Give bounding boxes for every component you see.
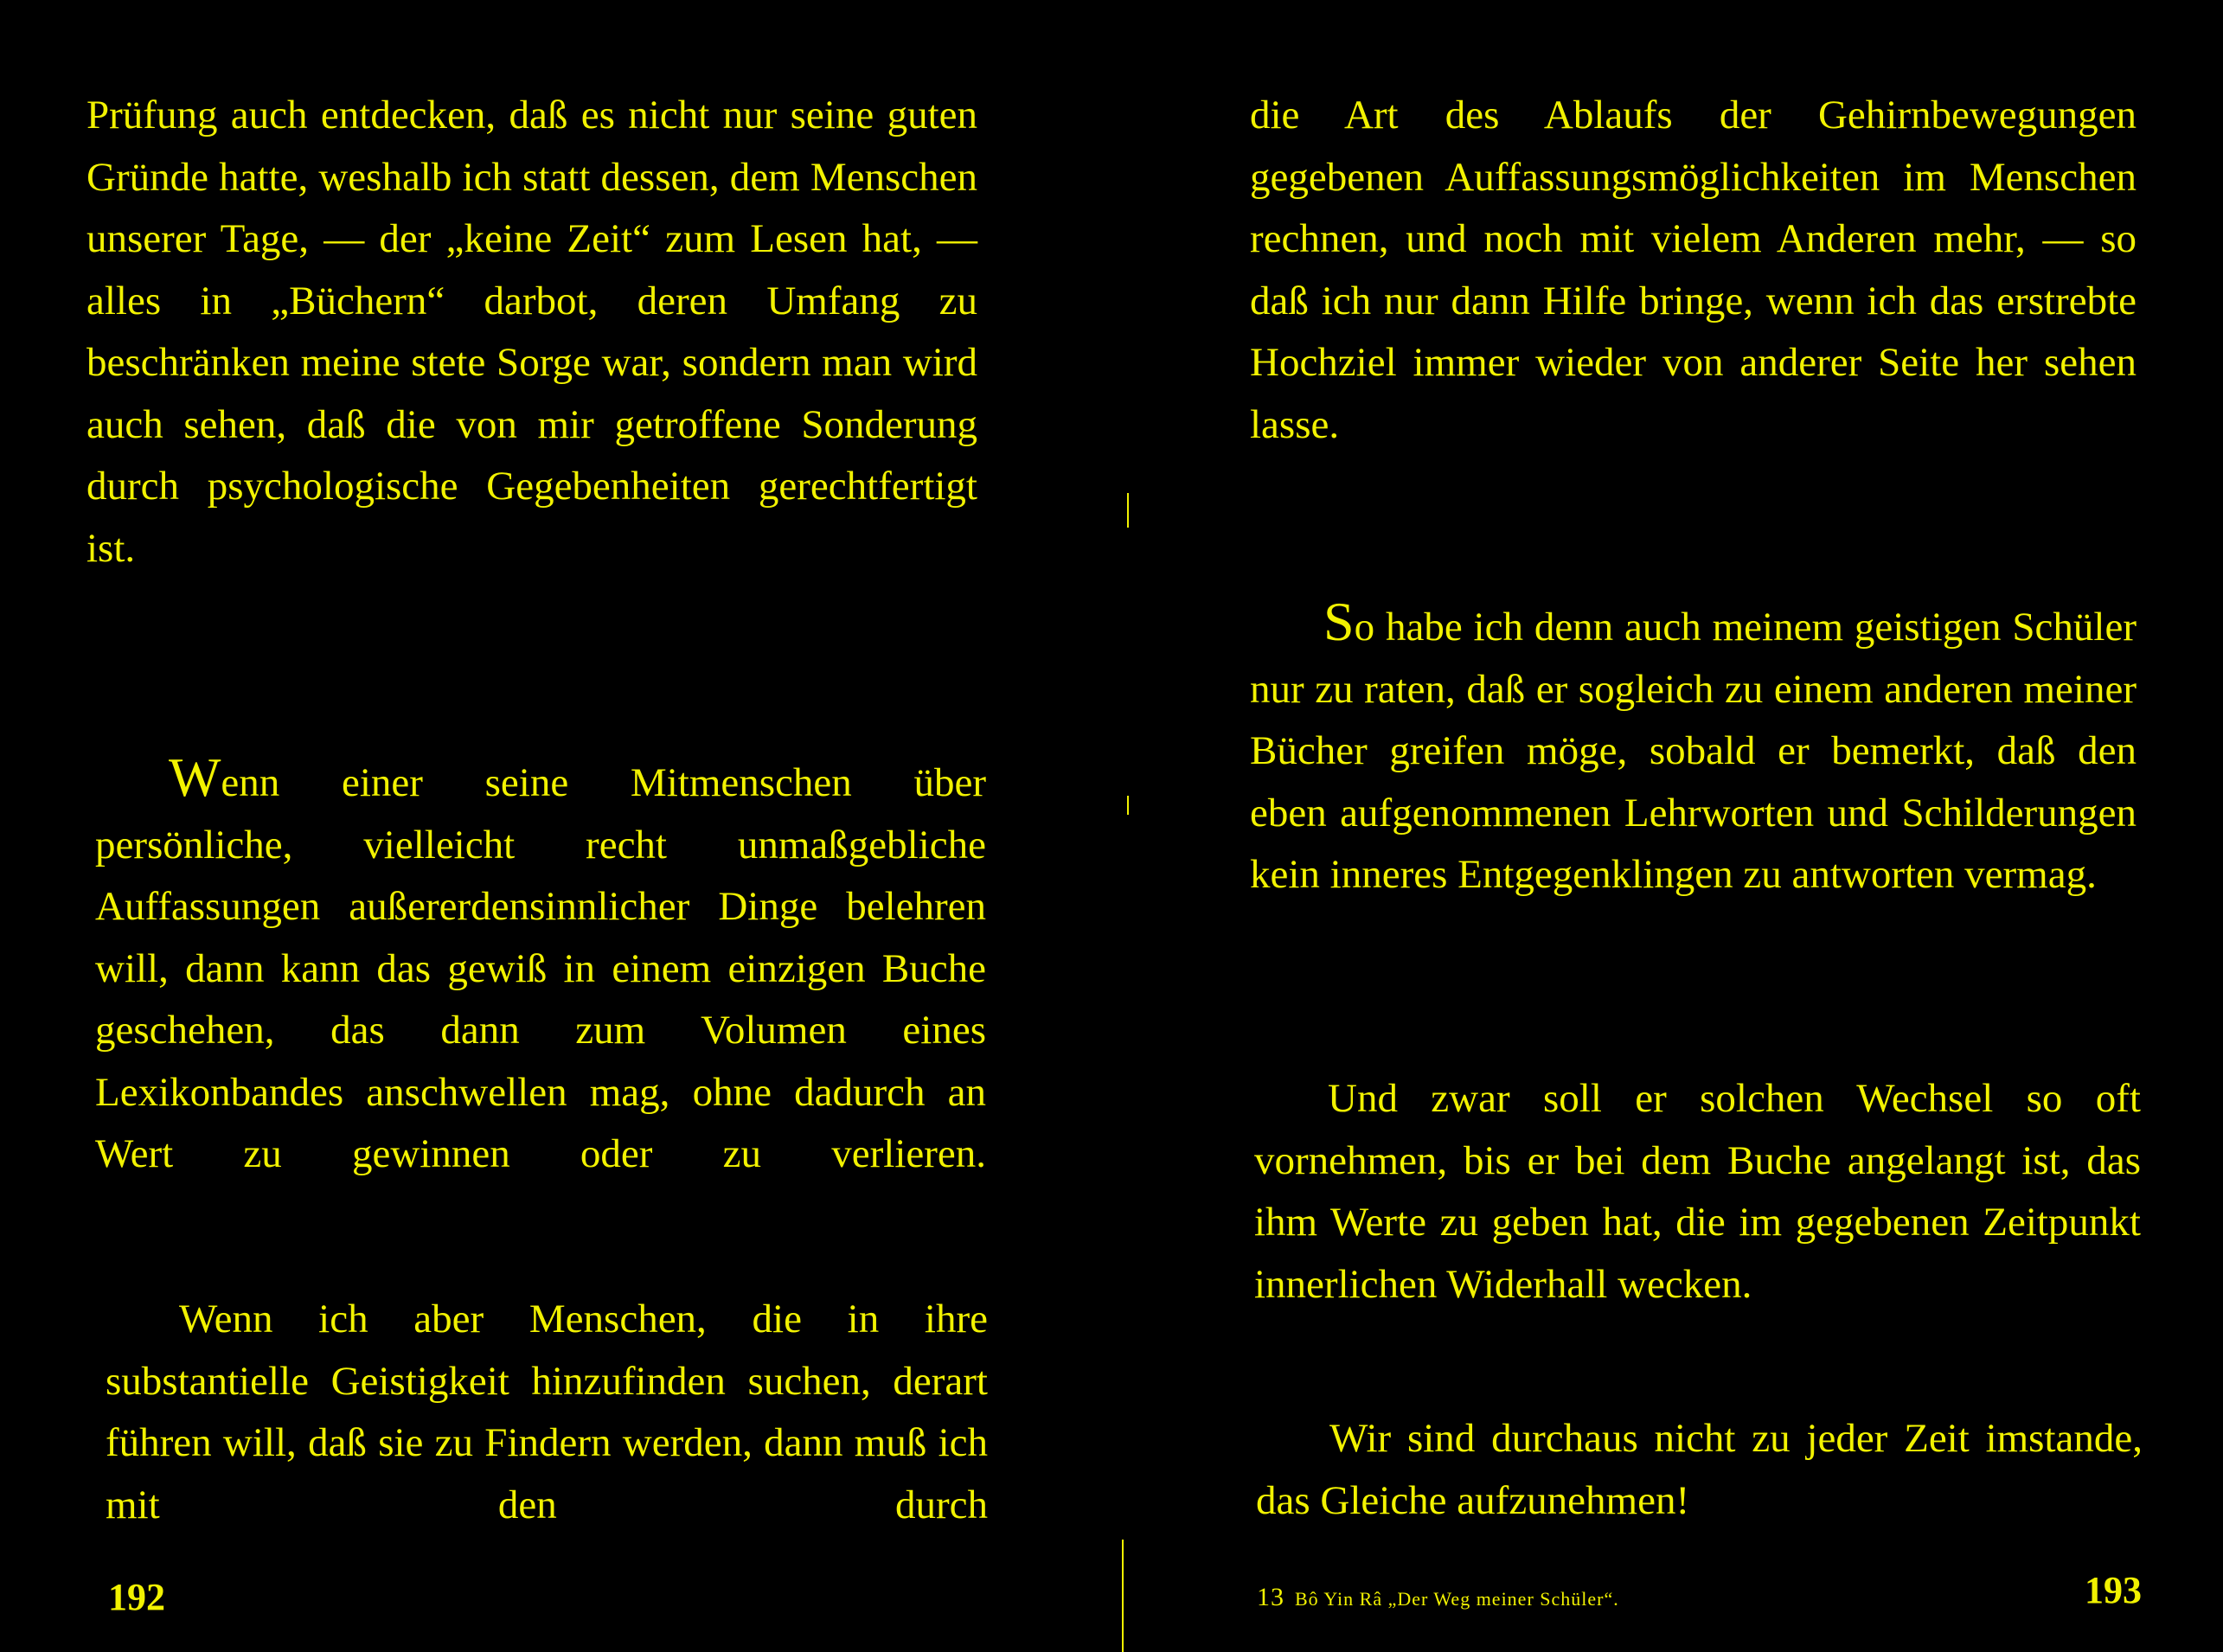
printer-signature xyxy=(1257,1585,1619,1610)
right-paragraph-so-habe xyxy=(1250,591,2137,906)
gutter-mark xyxy=(1127,493,1129,528)
signature-text: Bô Yin Râ „Der Weg meiner Schüler“. xyxy=(1295,1588,1619,1610)
right-page xyxy=(1250,0,2141,1652)
left-page xyxy=(86,0,986,1652)
initial-letter: W xyxy=(169,746,221,808)
right-paragraph-und-zwar: Und zwar soll er solchen Wechsel so oft vornehmen, bis er bei dem Buche angelangt ist, das ihm Werte zu geben hat, die im gegebenen Zeitpunkt innerlichen Widerhall wecken. xyxy=(1254,1076,2141,1307)
signature-number: 13 xyxy=(1257,1583,1284,1611)
page-number-left: 192 xyxy=(108,1576,165,1618)
gutter-mark xyxy=(1122,1540,1124,1652)
initial-letter: S xyxy=(1323,591,1355,652)
left-paragraph-continuation: Prüfung auch entdecken, daß es nicht nur seine guten Gründe hatte, weshalb ich statt dessen, dem Menschen unserer Tage, — der „keine Zeit“ zum Lesen hat, — alles in „Büchern“ darbot, deren Umfang zu beschränken meine stete Sorge war, sondern man wird auch sehen, daß die von mir getroffene Sonderung durch psychologische Gegebenheiten gerechtfertigt ist. xyxy=(86,93,977,571)
gutter-mark xyxy=(1127,796,1129,815)
right-paragraph-continuation: die Art des Ablaufs der Gehirnbewegungen gegebenen Auffassungsmöglichkeiten im Menschen rechnen, und noch mit vielem Anderen mehr, — so daß ich nur dann Hilfe bringe, wenn ich das erstrebte Hochziel immer wieder von anderer Seite her sehen lasse. xyxy=(1250,93,2137,447)
paragraph-text: o habe ich denn auch meinem geistigen Schüler nur zu raten, daß er sogleich zu einem anderen meiner Bücher greifen möge, sobald er bemerkt, daß den eben aufgenommenen Lehrworten und Schilderungen kein inneres Entgegenklingen zu antworten vermag. xyxy=(1250,605,2137,897)
paragraph-text: enn einer seine Mitmenschen über persönliche, vielleicht recht unmaßgebliche Auffassungen außererdensinnlicher Dinge belehren will, dann kann das gewiß in einem einzigen Buche geschehen, das dann zum Volumen eines Lexikonbandes anschwellen mag, ohne dadurch an Wert zu gewinnen oder zu verlieren. xyxy=(95,760,986,1176)
right-paragraph-wir-sind: Wir sind durchaus nicht zu jeder Zeit imstande, das Gleiche aufzunehmen! xyxy=(1256,1416,2143,1523)
left-paragraph-wenn-ich: Wenn ich aber Menschen, die in ihre substantielle Geistigkeit hinzufinden suchen, derart führen will, daß sie zu Findern werden, dann muß ich mit den durch xyxy=(106,1297,988,1527)
left-paragraph-wenn-einer xyxy=(95,746,986,1186)
page-number-right: 193 xyxy=(2085,1569,2142,1611)
